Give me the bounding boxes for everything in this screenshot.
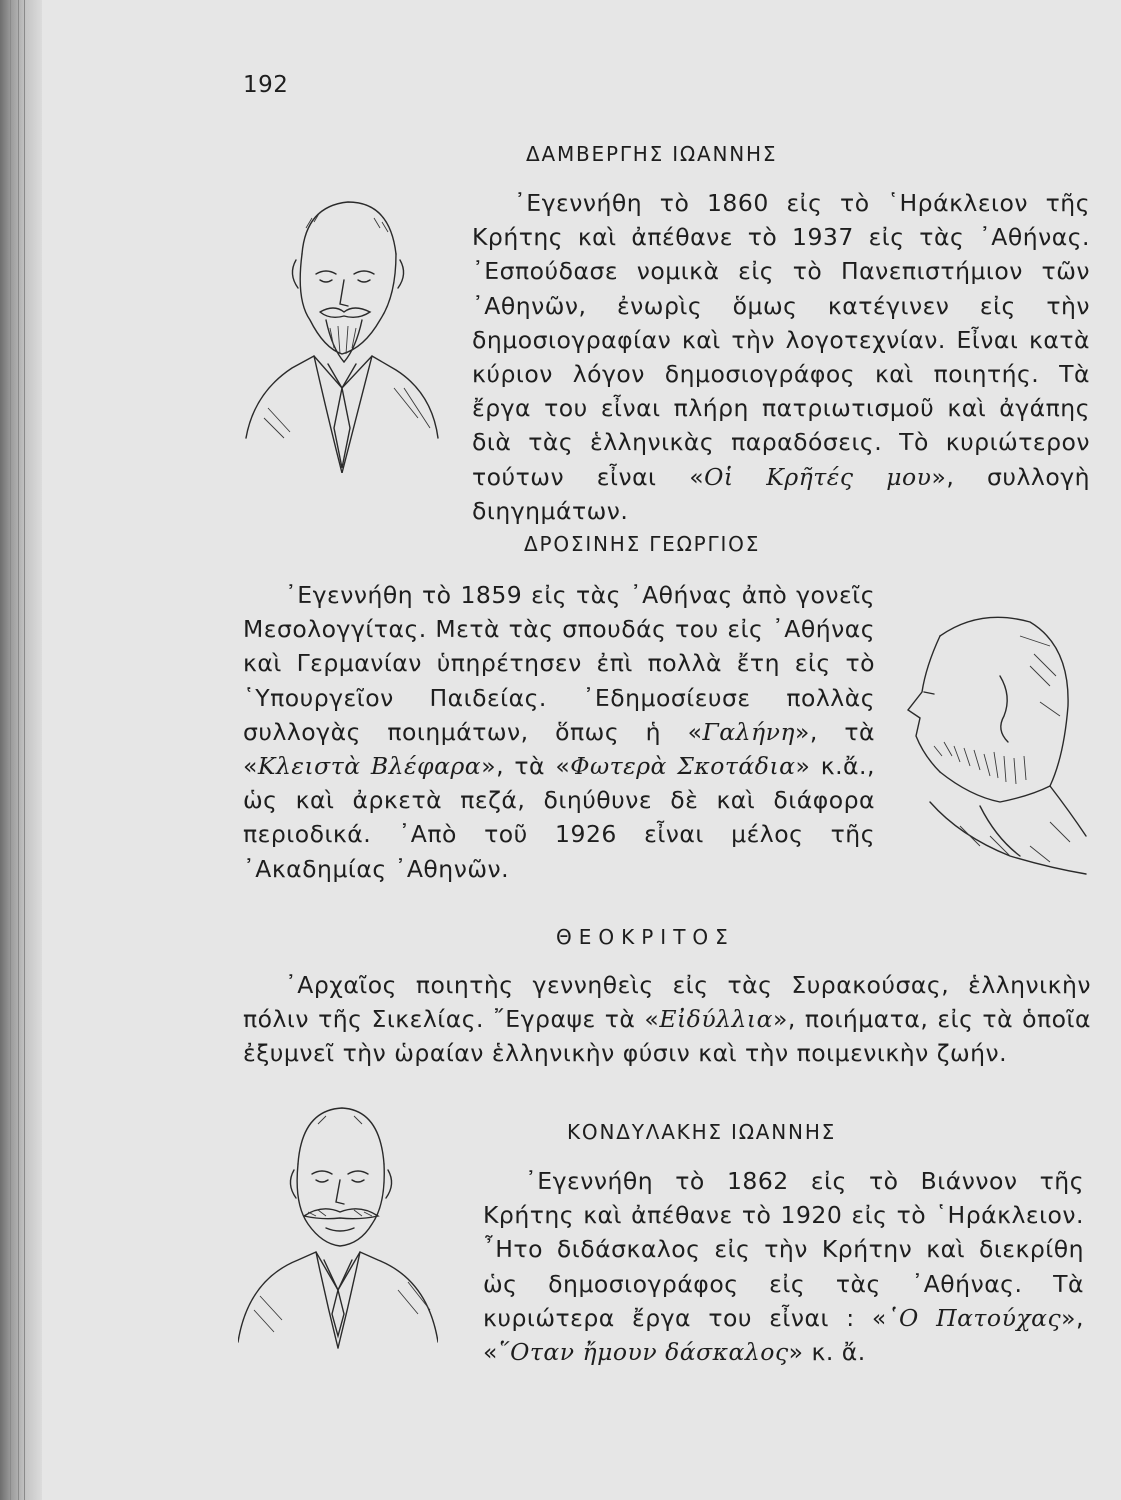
entry-text-damvergis bbox=[472, 186, 1090, 528]
page-edge-line bbox=[18, 0, 19, 1500]
entry-heading-kondylakis: ΚΟΝΔΥΛΑΚΗΣ ΙΩΑΝΝΗΣ bbox=[567, 1120, 837, 1144]
work-title-galini: Γαλήνη bbox=[702, 717, 795, 746]
book-spine-shadow bbox=[0, 0, 42, 1500]
text-segment: », « bbox=[483, 1303, 1084, 1367]
entry-heading-damvergis: ΔΑΜΒΕΡΓΗΣ ΙΩΑΝΝΗΣ bbox=[526, 142, 778, 166]
entry-text-theokritos bbox=[243, 968, 1091, 1071]
text-segment: ᾿Αρχαῖος ποιητὴς γεννηθεὶς εἰς τὰς Συρακούσας, ἑλληνικὴν πόλιν τῆς Σικελίας. ῎Εγραψε τὰ « bbox=[243, 971, 1091, 1034]
work-title-oi-krites-mou: Οἱ Κρῆτές μου bbox=[704, 462, 932, 491]
work-title-kleista-vlefara: Κλειστὰ Βλέφαρα bbox=[257, 752, 482, 781]
page-number: 192 bbox=[243, 72, 289, 98]
text-segment: », τὰ « bbox=[481, 752, 571, 781]
portrait-drosinis-icon bbox=[900, 606, 1088, 876]
text-segment: », ποιήματα, εἰς τὰ ὁποῖα ἐξυμνεῖ τὴν ὡραίαν ἑλληνικὴν φύσιν καὶ τὴν ποιμενικὴν ζωήν. bbox=[243, 1005, 1091, 1068]
work-title-o-patouchas: ῾Ο Πατούχας bbox=[886, 1303, 1062, 1332]
text-segment: » κ. ἄ. bbox=[788, 1338, 866, 1367]
page-edge-line bbox=[24, 0, 25, 1500]
text-segment: ᾿Εγεννήθη τὸ 1862 εἰς τὸ Βιάννον τῆς Κρήτης καὶ ἀπέθανε τὸ 1920 εἰς τὸ ῾Ηράκλειον. ῏Ητο διδάσκαλος εἰς τὴν Κρήτην καὶ διεκρίθη ὡς δημοσιογράφος εἰς τὰς ᾿Αθήνας. Τὰ κυριώτερα ἔργα του εἶναι : « bbox=[483, 1167, 1084, 1332]
work-title-otan-imoun-daskalos: ῞Οταν ἤμουν δάσκαλος bbox=[497, 1338, 789, 1367]
text-segment: » κ.ἄ., ὡς καὶ ἀρκετὰ πεζά, διηύθυνε δὲ καὶ διάφορα περιοδικά. ᾿Απὸ τοῦ 1926 εἶναι μέλος τῆς ᾿Ακαδημίας ᾿Αθηνῶν. bbox=[243, 752, 875, 883]
entry-heading-theokritos: ΘΕΟΚΡΙΤΟΣ bbox=[556, 925, 735, 949]
portrait-damvergis-icon bbox=[244, 188, 440, 473]
entry-heading-drosinis: ΔΡΟΣΙΝΗΣ ΓΕΩΡΓΙΟΣ bbox=[524, 532, 761, 556]
text-segment: ᾿Εγεννήθη τὸ 1859 εἰς τὰς ᾿Αθήνας ἀπὸ γονεῖς Μεσολογγίτας. Μετὰ τὰς σπουδάς του εἰς ᾿Αθήνας καὶ Γερμανίαν ὑπηρέτησεν ἐπὶ πολλὰ ἔτη εἰς τὸ ῾Υπουργεῖον Παιδείας. ᾿Εδημοσίευσε πολλὰς συλλογὰς ποιημάτων, ὅπως ἡ « bbox=[243, 581, 875, 746]
text-segment: », συλλογὴ διηγημάτων. bbox=[472, 462, 1090, 525]
text-segment: ᾿Εγεννήθη τὸ 1860 εἰς τὸ ῾Ηράκλειον τῆς Κρήτης καὶ ἀπέθανε τὸ 1937 εἰς τὰς ᾿Αθήνας. ᾿Εσπούδασε νομικὰ εἰς τὸ Πανεπιστήμιον τῶν ᾿Αθηνῶν, ἐνωρὶς ὅμως κατέγινεν εἰς τὴν δημοσιογραφίαν καὶ τὴν λογοτεχνίαν. Εἶναι κατὰ κύριον λόγον δημοσιογράφος καὶ ποιητής. Τὰ ἔργα του εἶναι πλήρη πατριωτισμοῦ καὶ ἀγάπης διὰ τὰς ἑλληνικὰς παραδόσεις. Τὸ κυριώτερον τούτων εἶναι « bbox=[472, 189, 1090, 491]
portrait-kondylakis-icon bbox=[238, 1100, 438, 1350]
work-title-fotera-skotadia: Φωτερὰ Σκοτάδια bbox=[570, 752, 796, 781]
entry-text-kondylakis bbox=[483, 1164, 1084, 1369]
entry-text-drosinis bbox=[243, 578, 875, 886]
text-segment: », τὰ « bbox=[243, 717, 875, 781]
work-title-eidyllia: Εἰδύλλια bbox=[659, 1005, 773, 1034]
page-edge-line bbox=[10, 0, 11, 1500]
